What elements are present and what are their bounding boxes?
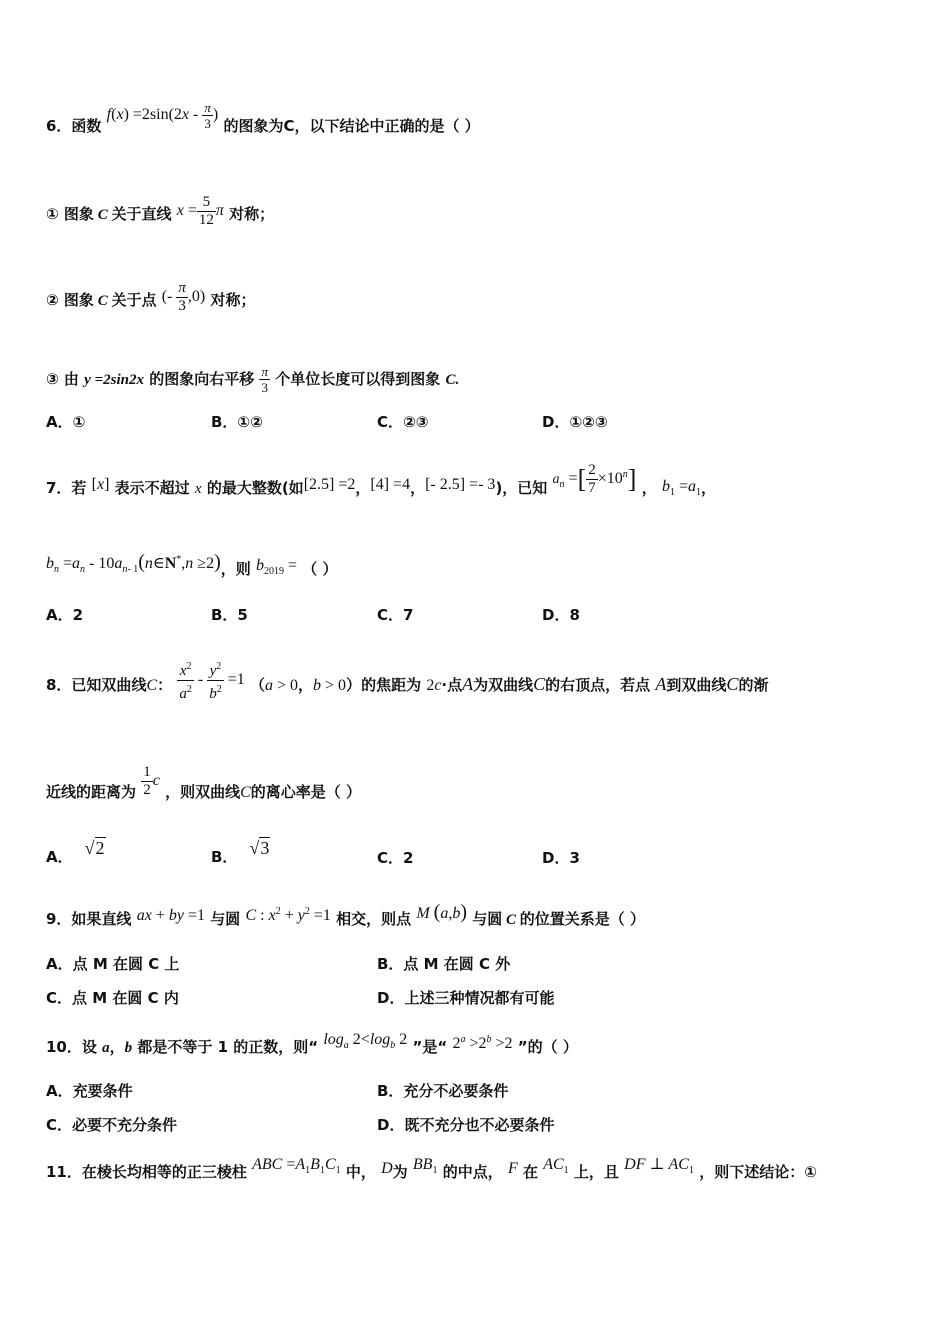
q10-option-c[interactable]: C．必要不充分条件 [46, 1116, 178, 1134]
q8-stem-line2: 近线的距离为 $\frac{1}{2}$ c ，则双曲线C的离心率是（ ） [46, 764, 362, 802]
q10-stem: 10．设 a，b 都是不等于 1 的正数，则“ $\log_a 2<\log_b$ 2 ”是“ $2^a >2^b >2$ ”的（ ） [46, 1031, 578, 1056]
q9-stem: 9．如果直线 ax + by =1 与圆 C : $x^2 + y^2 =1$ 相交，则点 M (a,b) 与圆 C 的位置关系是（ ） [46, 901, 646, 928]
q7-option-a[interactable]: A．2 [46, 606, 84, 624]
q6-line-formula: x = $\frac{5}{12}$ π [176, 194, 224, 228]
q8-option-b[interactable]: B． √3 [211, 838, 270, 866]
q8-sqrt2: √2 [84, 838, 105, 858]
q9-option-d[interactable]: D．上述三种情况都有可能 [377, 989, 555, 1007]
q11-perp: DF ⊥ $AC_1$ [624, 1156, 694, 1176]
q10-log-inequality: $\log_a 2<\log_b$ 2 [323, 1031, 408, 1051]
q6-point-formula: (- $\frac{\pi}{3}$ ,0) [161, 280, 206, 314]
q11-ac1: $AC_1$ [543, 1156, 569, 1176]
q10-exp-inequality: $2^a >2^b >2$ [452, 1034, 513, 1052]
q9-point-m: M (a,b) [416, 901, 468, 923]
q9-option-b[interactable]: B．点 M 在圆 C 外 [377, 955, 511, 973]
q7-bn-formula: $b_n =a_n$ - $10a_{n- 1}(n\in N^*,n \ge 2)$ [46, 551, 221, 575]
q9-line-formula: ax + by =1 [136, 907, 205, 924]
q9-circle-formula: C : $x^2 + y^2 =1$ [245, 906, 331, 924]
q8-option-a[interactable]: A． √2 [46, 838, 105, 866]
q7-b1-formula: $b_1 =a_1$ [661, 478, 701, 499]
q11-stem: 11．在棱长均相等的正三棱柱 ABC $=A_1B_1C_1$ 中， D为 $BB_1$ 的中点， F 在 $AC_1$ 上，且 DF ⊥ $AC_1$ ，则下述结论：① [46, 1156, 817, 1181]
q11-bb1: $BB_1$ [412, 1156, 438, 1176]
q6-prefix: 6．函数 [46, 117, 102, 136]
q8-sqrt3: √3 [249, 838, 270, 858]
q7-b2019: $b_{2019}$ = [255, 557, 298, 577]
q9-option-c[interactable]: C．点 M 在圆 C 内 [46, 989, 179, 1007]
q8-option-c[interactable]: C．2 [377, 849, 414, 867]
q8-hyperbola-formula: $\frac{x^2}{a^2}$ - $\frac{y^2}{b^2}$ =1 [177, 671, 244, 688]
q6-statement-2: ② 图象 C 关于点 (- $\frac{\pi}{3}$ ,0) 对称； [46, 280, 256, 314]
q6-statement-3: ③ 由 y =2sin2x 的图象向右平移 $\frac{\pi}{3}$ 个单位长度可以得到图象 C. [46, 364, 460, 395]
q7-stem-line1: 7．若 [x] 表示不超过 x 的最大整数(如[2.5] =2，[4] =4，[- 2.5] =- 3)，已知 $a_n$ =[ $\frac{2}{7}$ $\times 10^n$] ， $b_1 =a_1$， [46, 462, 716, 499]
q10-option-d[interactable]: D．既不充分也不必要条件 [377, 1116, 555, 1134]
q6-option-d[interactable]: D．①②③ [542, 413, 608, 431]
q7-floor-x: [x] [91, 476, 110, 494]
q10-option-a[interactable]: A．充要条件 [46, 1082, 133, 1100]
q6-option-b[interactable]: B．①② [211, 413, 263, 431]
q6-shift-fraction: $\frac{\pi}{3}$ [261, 364, 268, 395]
q8-stem-line1: 8．已知双曲线C： $\frac{x^2}{a^2}$ - $\frac{y^2}{b^2}$ =1 （a > 0，b > 0）的焦距为 2c·点A为双曲线C的右顶点，若点 A到双曲线C的渐 [46, 664, 768, 709]
q6-option-a[interactable]: A．① [46, 413, 86, 431]
q7-stem-line2: $b_n =a_n$ - $10a_{n- 1}(n\in N^*,n \ge 2)$，则 $b_{2019}$ = （ ） [46, 551, 338, 578]
q7-examples: [2.5] =2 [303, 476, 356, 494]
q7-option-d[interactable]: D．8 [542, 606, 580, 624]
q10-option-b[interactable]: B．充分不必要条件 [377, 1082, 509, 1100]
q9-option-a[interactable]: A．点 M 在圆 C 上 [46, 955, 180, 973]
q6-suffix: 的图象为C，以下结论中正确的是（ ） [223, 117, 480, 136]
q11-prism: ABC $=A_1B_1C_1$ [252, 1156, 341, 1176]
q8-option-d[interactable]: D．3 [542, 849, 580, 867]
q8-distance-formula: $\frac{1}{2}$ c [143, 764, 160, 798]
q7-option-c[interactable]: C．7 [377, 606, 414, 624]
q6-statement-1: ① 图象 C 关于直线 x = $\frac{5}{12}$ π 对称； [46, 194, 275, 228]
q6-stem [46, 100, 480, 143]
q6-function-formula: f(x) =2sin(2x - $\frac{\pi}{3}$ ) [106, 100, 219, 131]
q7-an-formula: $a_n$ =[ $\frac{2}{7}$ $\times 10^n$] [552, 462, 637, 496]
q6-option-c[interactable]: C．②③ [377, 413, 429, 431]
q7-option-b[interactable]: B．5 [211, 606, 248, 624]
